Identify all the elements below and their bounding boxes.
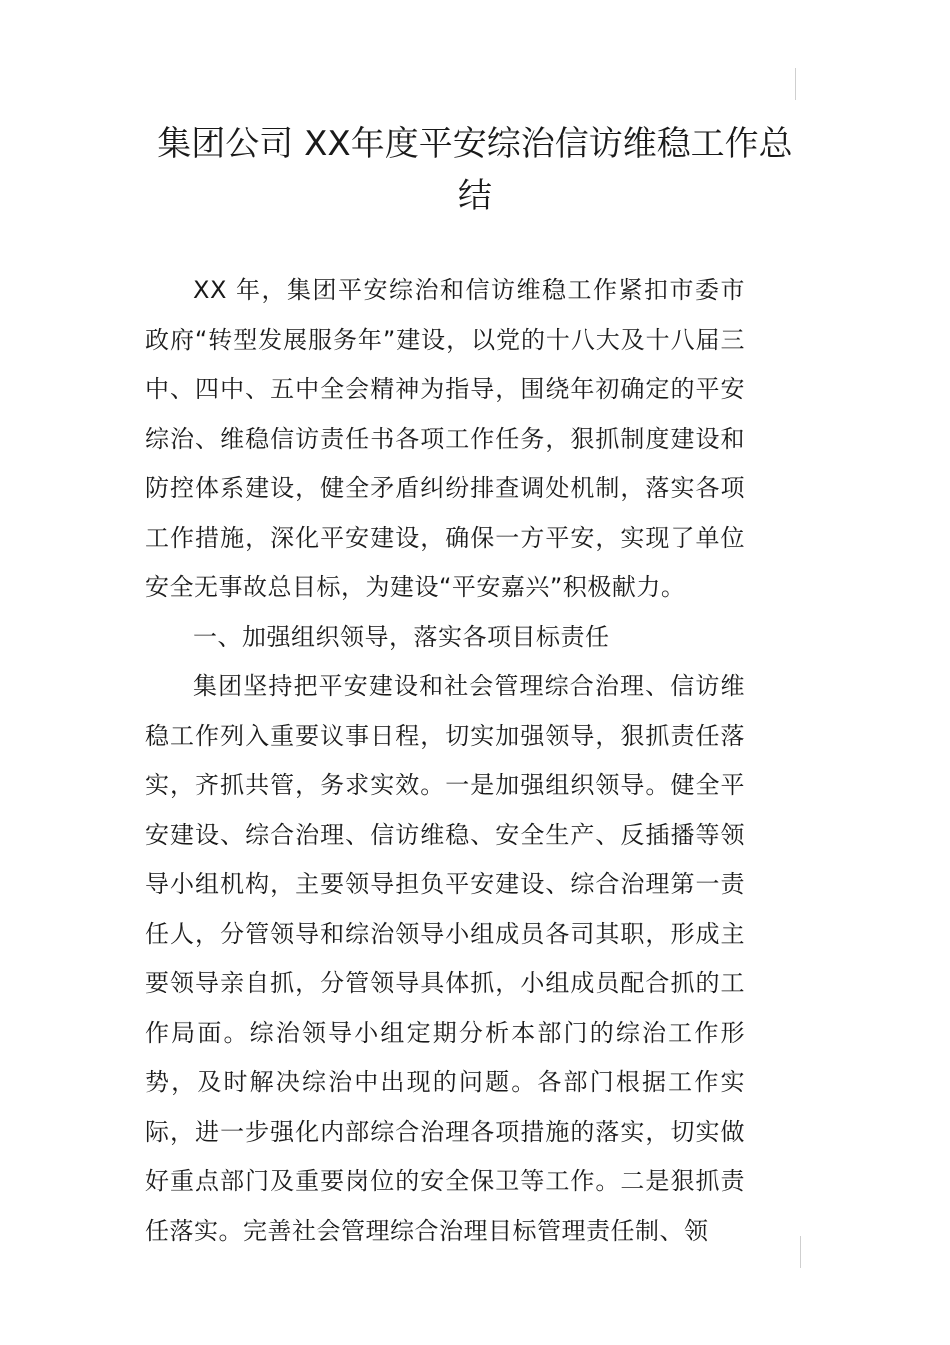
section-heading-1: 一、加强组织领导，落实各项目标责任	[193, 622, 610, 651]
page-corner-mark-bottom	[800, 1236, 801, 1268]
document-body	[145, 266, 745, 1256]
document-title-line2: 结	[458, 176, 492, 216]
document-title-line1: 集团公司 XX年度平安综治信访维稳工作总	[157, 124, 793, 164]
page-corner-mark-top	[795, 68, 796, 100]
section-1-paragraph: 集团坚持把平安建设和社会管理综合治理、信访维稳工作列入重要议事日程，切实加强领导，狠抓责任落实，齐抓共管，务求实效。一是加强组织领导。健全平安建设、综合治理、信访维稳、安全生产、反插播等领导小组机构，主要领导担负平安建设、综合治理第一责任人，分管领导和综治领导小组成员各司其职，形成主要领导亲自抓，分管领导具体抓，小组成员配合抓的工作局面。综治领导小组定期分析本部门的综治工作形势，及时解决综治中出现的问题。各部门根据工作实际，进一步强化内部综合治理各项措施的落实，切实做好重点部门及重要岗位的安全保卫等工作。二是狠抓责任落实。完善社会管理综合治理目标管理责任制、领	[145, 672, 745, 1245]
intro-paragraph: XX 年，集团平安综治和信访维稳工作紧扣市委市政府“转型发展服务年”建设，以党的十八大及十八届三中、四中、五中全会精神为指导，围绕年初确定的平安综治、维稳信访责任书各项工作任务，狠抓制度建设和防控体系建设，健全矛盾纠纷排查调处机制，落实各项工作措施，深化平安建设，确保一方平安，实现了单位安全无事故总目标，为建设“平安嘉兴”积极献力。	[145, 276, 745, 601]
document-title	[140, 118, 810, 222]
